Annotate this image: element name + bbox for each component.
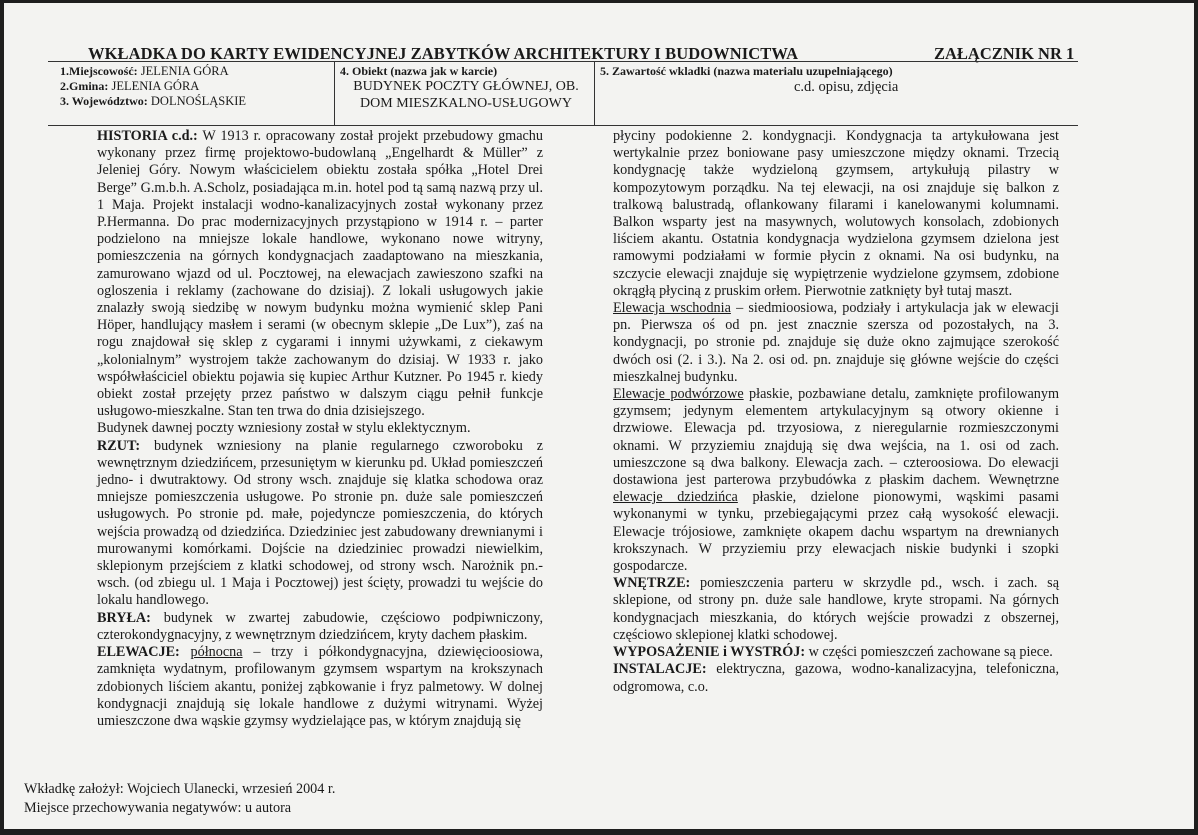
courtyard-elevations-paragraph	[613, 386, 1059, 575]
bryla-paragraph	[97, 610, 543, 644]
annex-label: ZAŁĄCZNIK NR 1	[934, 44, 1075, 63]
commune-label: 2.Gmina:	[60, 79, 109, 93]
header-table-top-border	[48, 61, 1078, 62]
wyposazenie-paragraph	[613, 644, 1059, 661]
object-name	[338, 78, 594, 112]
author-note: Wkładkę założył: Wojciech Ulanecki, wrzesień 2004 r.	[24, 781, 336, 797]
historia-text: W 1913 r. opracowany został projekt przebudowy gmachu wykonany przez firmę projektowo-budowlaną „Engelhardt & Müller” z Jeleniej Góry. Nowym właścicielem obiektu została spółka „Hotel Drei Berge” G.m.b.h. A.Scholz, posiadająca m.in. hotel pod tą samą nazwą przy ul. 1 Maja. Projekt instalacji wodno-kanalizacyjnych został wykonany przez P.Hermanna. Do prac modernizacyjnych przystąpiono w 1914 r. – parter podzielono na mniejsze lokale handlowe, wykonano nowe witryny, pomieszczenia na górnych kondygnacjach zaadaptowano na mieszkania, zamurowano wjazd od ul. Pocztowej, na elewacjach zawieszono szafki na ogloszenia i reklamy (zachowane do dzisiaj). Z lokali usługowych jakie znalazły swoją siedzibę w nowym budynku można wymienić sklep Pani Höper, handlujący masłem i serami (w obecnym sklepie „De Lux”), zaś na rogu znajdował się sklep z cygarami i innymi używkami, z ciekawym „kolonialnym” wystrojem także zachowanym do dzisiaj. W 1933 r. jako współwłaściciel obiektu pojawia się kupiec Arthur Kutzner. Po 1945 r. kiedy obiekt został przejęty przez państwo w dalszym ciągu pełnił funkcje usługowo-mieszkalne. Stan ten trwa do dnia dzisiejszego.	[97, 128, 543, 420]
elewacje-north-label: północna	[190, 644, 243, 661]
north-elevation-continued: płyciny podokienne 2. kondygnacji. Kondygnacja ta artykułowana jest wertykalnie przez boniowane pasy umieszczone między oknami. Trzecią kondygnację także wydzieloną gzymsem, artykułują pilastry w kompozytowym porządku. Na tej elewacji, na osi znajduje się balkon z tralkową balustradą, oflankowany filarami i kanelowanymi kolumnami. Balkon wsparty jest na masywnych, wolutowych konsolach, zdobionych liściem akantu. Ostatnia kondygnacja wydzielona gzymsem dzielona jest ramowymi podziałami w formie płycin z oknami. Na osi budynku, na szczycie elewacji znajduje się wypiętrzenie wydzielone gzymsem, zdobione okrągłą płyciną z pruskim orłem. Pierwotnie zatknięty był tutaj maszt.	[613, 128, 1059, 299]
courtyard-elevations-label: Elewacje podwórzowe	[613, 386, 744, 403]
courtyard-elevations-text: płaskie, pozbawiane detalu, zamknięte profilowanym gzymsem; jedynym elementem artykulacyjnym są otwory okienne i drzwiowe. Elewacja pd. trzyosiowa, z nieregularnie rozmieszczonymi oknami. W przyziemiu znajdują się dwa wejścia, na 1. osi od zach. umieszczone są dwa balkony. Elewacja zach. – czteroosiowa. Do elewacji dostawiona jest parterowa przybudówka z płaskim dachem. Wewnętrzne	[613, 386, 1059, 489]
description-right-column	[613, 128, 1059, 696]
instalacje-heading: INSTALACJE:	[613, 661, 707, 678]
content-label: 5. Zawartość wkladki (nazwa materialu uzupelniającego)	[600, 64, 893, 78]
bryla-heading: BRYŁA:	[97, 609, 151, 626]
voivodeship-field	[60, 94, 246, 108]
document-title: WKŁADKA DO KARTY EWIDENCYJNEJ ZABYTKÓW ARCHITEKTURY I BUDOWNICTWA	[88, 44, 799, 63]
object-name-line1: BUDYNEK POCZTY GŁÓWNEJ, OB.	[353, 79, 579, 94]
content-field-label	[600, 64, 893, 78]
rzut-heading: RZUT:	[97, 437, 141, 454]
wnetrze-heading: WNĘTRZE:	[613, 575, 691, 592]
historia-heading: HISTORIA c.d.:	[97, 128, 198, 144]
wnetrze-text: pomieszczenia parteru w skrzydle pd., wsch. i zach. są sklepione, od strony pn. duże sale handlowe, kryte stropami. Na górnych kondygnacjach mieszkania, do których wejście prowadzi z obszernej, częściowo sklepionej klatki schodowej.	[613, 575, 1059, 643]
header-table-bottom-border	[48, 125, 1078, 126]
inner-elevations-label: elewacje dziedzińca	[613, 489, 738, 506]
bryla-text: budynek w zwartej zabudowie, częściowo podpiwniczony, czterokondygnacyjny, z wewnętrznym dziedzińcem, kryty dachem płaskim.	[97, 609, 543, 643]
wyposazenie-heading: WYPOSAŻENIE i WYSTRÓJ:	[613, 644, 806, 661]
elewacje-text: – trzy i półkondygnacyjna, dziewięcioosiowa, zamknięta wydatnym, profilowanym gzymsem wspartym na krokszynach zdobionych liściem akantu, poniżej ząbkowanie i fryz palmetowy. W dolnej kondygnacji znajdują się lokale handlowe z dużymi witrynami. Wyżej umieszczone dwa wąskie gzymsy wydzielające pas, w którym znajdują się	[97, 644, 543, 729]
object-name-line2: DOM MIESZKALNO-USŁUGOWY	[360, 96, 572, 111]
wnetrze-paragraph	[613, 575, 1059, 644]
instalacje-paragraph	[613, 661, 1059, 695]
object-label: 4. Obiekt (nazwa jak w karcie)	[340, 64, 498, 78]
inner-elevations-text: płaskie, dzielone pionowymi, wąskimi pasami wykonanymi w tynku, przebiegającymi przez całą wysokość elewacji. Elewacje trójosiowe, zamknięte okapem dachu wspartym na drewnianych krokszynach. W przyziemiu przy elewacjach niskie budynki i szopki gospodarcze.	[613, 489, 1060, 575]
locality-label: 1.Miejscowość:	[60, 64, 138, 78]
instalacje-text: elektryczna, gazowa, wodno-kanalizacyjna, telefoniczna, odgromowa, c.o.	[613, 661, 1059, 695]
locality-value: JELENIA GÓRA	[140, 64, 229, 78]
east-elevation-label: Elewacja wschodnia	[613, 300, 731, 317]
elewacje-paragraph	[97, 644, 543, 730]
rzut-text: budynek wzniesiony na planie regularnego czworoboku z wewnętrznym dziedzińcem, przesuniętym w kierunku pd. Układ pomieszczeń jedno- i dwutraktowy. Od strony wsch. znajduje się klatka schodowa oraz mniejsze pomieszczenia usługowe. Po stronie pn. duże sale pomieszczeń usługowych. Po stronie pd. małe, pojedyncze pomieszczenia, do których wejścia prowadzą od dziedzińca. Dziedziniec jest zabudowany drewnianymi i murowanymi komórkami. Dojście na dziedziniec prowadzi niewielkim, sklepionym przejściem z klatki schodowej, od strony wsch. Narożnik pn.-wsch. (od zbiegu ul. 1 Maja i Pocztowej) jest ścięty, prowadzi tu wejście do lokalu handlowego.	[97, 437, 543, 609]
header-table-divider	[334, 61, 335, 125]
locality-field	[60, 64, 229, 78]
east-elevation-paragraph	[613, 300, 1059, 386]
east-elevation-text: – siedmioosiowa, podziały i artykulacja jak w elewacji pn. Pierwsza oś od pn. jest znacznie szersza od pozostałych, na 3. kondygnacji, po stronie pd. znajduje się duże okno zajmujące szerokość dwóch osi (2. i 3.). Na 2. osi od. pn. znajduje się główne wejście do części mieszkalnej budynku.	[613, 300, 1059, 385]
commune-field	[60, 79, 199, 93]
wyposazenie-text: w części pomieszczeń zachowane są piece.	[805, 644, 1053, 661]
historia-paragraph	[97, 128, 543, 420]
commune-value: JELENIA GÓRA	[111, 79, 200, 93]
document-page	[4, 3, 1194, 829]
content-value: c.d. opisu, zdjęcia	[794, 79, 899, 95]
description-left-column	[97, 128, 543, 730]
header-table-divider	[594, 61, 595, 125]
voivodeship-value: DOLNOŚLĄSKIE	[150, 94, 247, 108]
style-paragraph: Budynek dawnej poczty wzniesiony został w stylu eklektycznym.	[97, 420, 471, 437]
voivodeship-label: 3. Województwo:	[60, 94, 148, 108]
negatives-location-note: Miejsce przechowywania negatywów: u autora	[24, 800, 292, 816]
elewacje-heading: ELEWACJE:	[97, 644, 180, 661]
rzut-paragraph	[97, 438, 543, 610]
object-field-label	[340, 64, 497, 78]
